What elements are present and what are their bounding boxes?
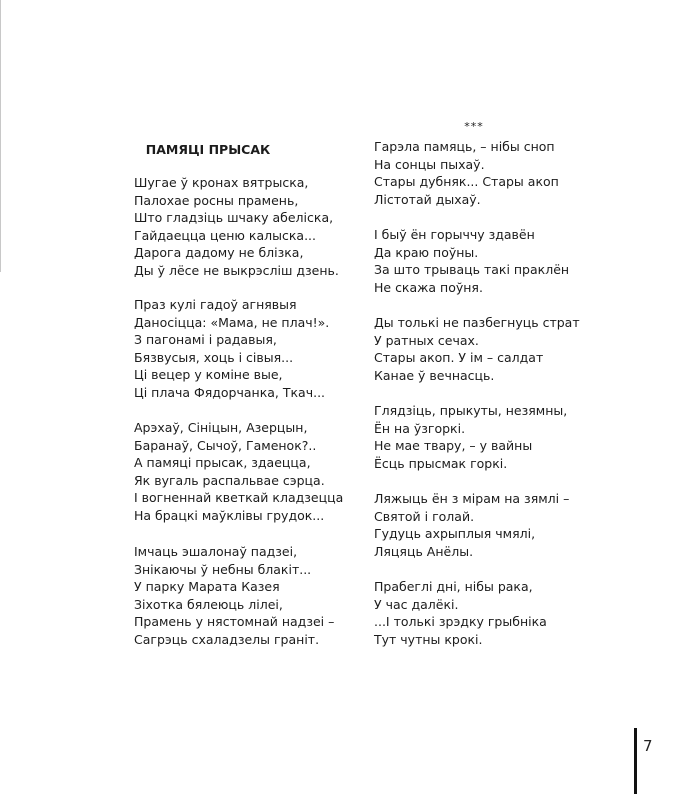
poem-line: Ёсць прысмак горкі. [374, 455, 508, 471]
poem-line: Ды толькі не пазбегнуць страт [374, 315, 580, 330]
poem-line: Праз кулі гадоў агнявыя [134, 297, 297, 312]
poem-line: Прабеглі дні, нібы рака, [374, 579, 533, 594]
poem-line: Ляжыць ён з мірам на зямлі – [374, 491, 570, 506]
poem-line: Канае ў вечнасць. [374, 367, 495, 383]
poem-line: І быў ён горыччу здавён [374, 227, 535, 242]
poem-line: Ці плача Фядорчанка, Ткач... [134, 384, 326, 400]
poem-line: Лістотай дыхаў. [374, 191, 481, 207]
page-number: 7 [643, 737, 653, 755]
poem-line: Імчаць эшалонаў падзеі, [134, 544, 298, 559]
poem-line: Не скажа поўня. [374, 279, 483, 295]
poem-line: Прамень у нястомнай надзеі – [134, 614, 335, 630]
poem-line: ...І толькі зрэдку грыбніка [374, 614, 547, 630]
poem-line: Ды ў лёсе не выкрэсліш дзень. [134, 262, 339, 278]
poem-line: Палохае росны прамень, [134, 192, 299, 208]
stanza-4 [134, 543, 334, 649]
section-marker: *** [464, 120, 484, 133]
poem-line: Ён на ўзгоркі. [374, 420, 466, 436]
stanza-6 [374, 578, 547, 648]
stanza-3 [134, 419, 343, 525]
poem-line: На сонцы пыхаў. [374, 156, 485, 172]
poem-line: Дарога дадому не блізка, [134, 245, 304, 261]
poem-line: Гайдаецца ценю калыска... [134, 227, 316, 243]
poem-line: Ці вецер у коміне вые, [134, 367, 283, 383]
stanza-5 [374, 490, 569, 560]
poem-line: У час далёкі. [374, 596, 459, 612]
page-number-rule [634, 728, 637, 794]
poem-line: Гарэла памяць, – нібы сноп [374, 139, 555, 154]
poem-line: Стары акоп. У ім – салдат [374, 350, 544, 366]
page-edge-divider [0, 0, 1, 272]
stanza-1 [374, 138, 559, 208]
stanza-3 [374, 314, 580, 384]
poem-line: Глядзіць, прыкуты, незямны, [374, 403, 568, 418]
poem-title: ПАМЯЦІ ПРЫСАК [145, 142, 271, 157]
poem-line: Не мае твару, – у вайны [374, 438, 533, 454]
poem-line: З пагонамі і радавыя, [134, 332, 277, 348]
poem-line: Як вугаль распальвае сэрца. [134, 472, 325, 488]
poem-line: А памяці прысак, здаецца, [134, 455, 311, 471]
poem-line: Даносіцца: «Мама, не плач!». [134, 314, 330, 330]
poem-line: Тут чутны крокі. [374, 631, 483, 647]
stanza-2 [134, 296, 329, 402]
poem-line: Бязвусыя, хоць і сівыя... [134, 349, 294, 365]
stanza-4 [374, 402, 567, 472]
poem-line: Знікаючы ў небны блакіт... [134, 561, 312, 577]
stanza-1 [134, 174, 339, 280]
poem-line: Стары дубняк... Стары акоп [374, 174, 559, 190]
poem-line: Шугае ў кронах вятрыска, [134, 175, 309, 190]
poem-line: Арэхаў, Сініцын, Азерцын, [134, 420, 308, 435]
poem-line: Што гладзіць шчаку абеліска, [134, 210, 334, 226]
poem-line: На брацкі маўклівы грудок... [134, 507, 325, 523]
stanza-2 [374, 226, 569, 296]
poem-line: Гудуць ахрыплыя чмялі, [374, 526, 536, 542]
poem-line: Баранаў, Сычоў, Гаменок?.. [134, 437, 317, 453]
poem-line: За што трываць такі праклён [374, 262, 570, 278]
poem-line: Ляцяць Анёлы. [374, 543, 474, 559]
poem-line: У парку Марата Казея [134, 579, 280, 595]
poem-line: Да краю поўны. [374, 244, 479, 260]
poem-line: У ратных сечах. [374, 332, 479, 348]
poem-line: Зіхотка бялеюць лілеі, [134, 596, 283, 612]
poem-line: Сагрэць схаладзелы граніт. [134, 631, 320, 647]
poem-line: І вогненнай кветкай кладзецца [134, 490, 344, 506]
poem-line: Святой і голай. [374, 508, 475, 524]
